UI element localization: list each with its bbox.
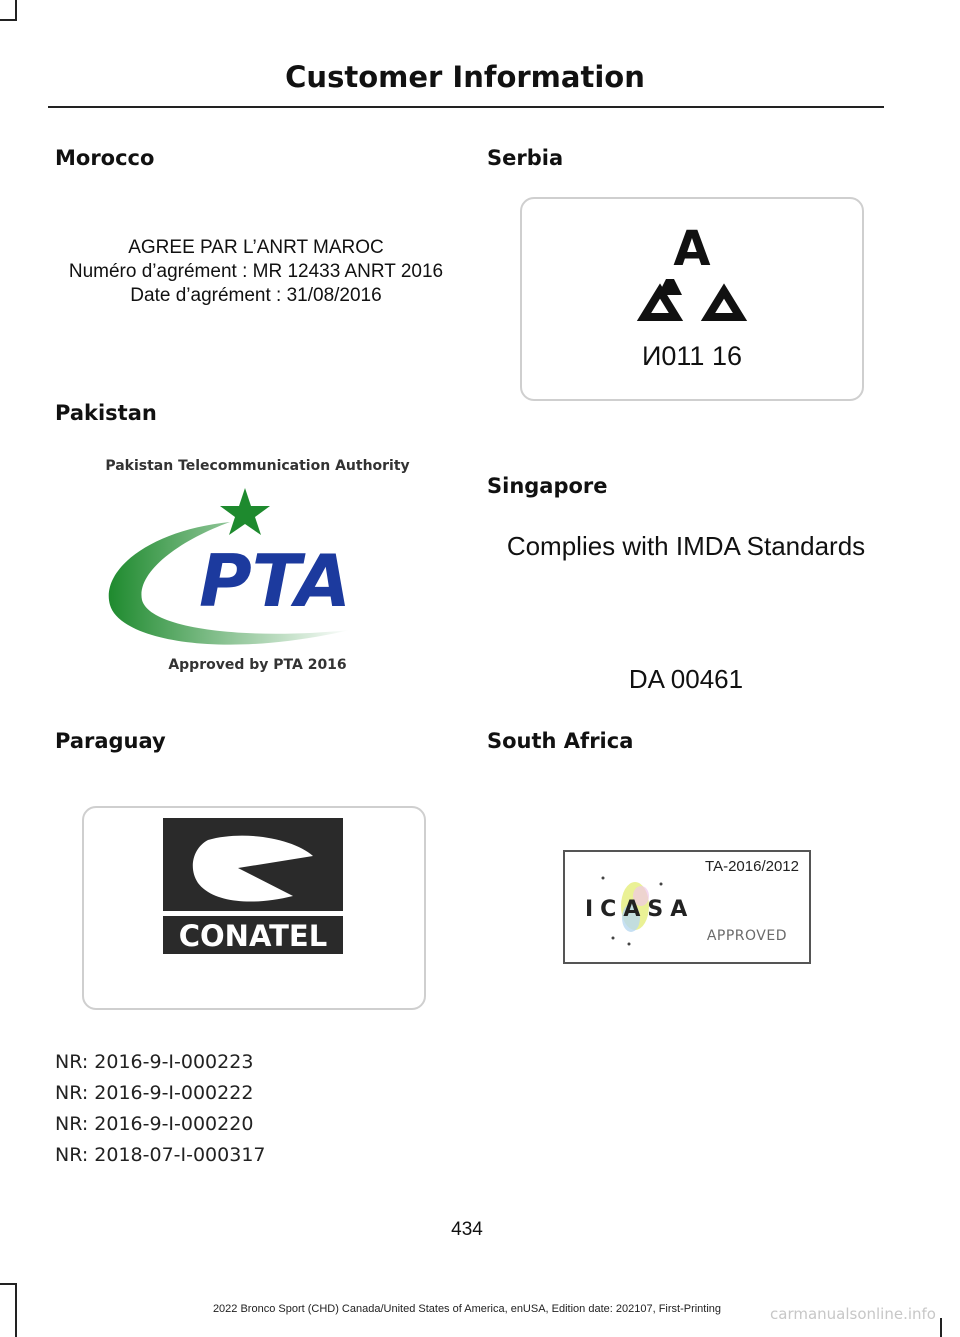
morocco-approval-text [56,236,456,308]
icasa-logo-dot [628,943,631,946]
serbia-logo-letter: A [673,221,711,277]
serbia-approval-badge [520,197,864,401]
icasa-logo [573,866,703,956]
conatel-logo [163,818,343,958]
morocco-line: Date d’agrément : 31/08/2016 [130,285,382,306]
icasa-logo-dot [602,877,605,880]
crop-mark [940,1318,942,1337]
conatel-logo-text: CONATEL [178,919,328,953]
section-heading-singapore: Singapore [487,474,608,498]
singapore-registration-number: DA 00461 [628,664,744,694]
crop-mark [0,1283,17,1285]
morocco-line: AGREE PAR L’ANRT MAROC [128,237,384,258]
icasa-approval-number: TA-2016/2012 [705,858,799,875]
section-heading-pakistan: Pakistan [55,401,157,425]
icasa-logo-dot [660,883,663,886]
serbia-logo-right-triangle [708,291,740,317]
watermark: carmanualsonline.info [770,1305,936,1323]
pta-approval-logo [80,448,435,690]
list-item: NR: 2016-9-I-000220 [55,1113,254,1135]
pta-letters: PTA [198,539,352,623]
list-item: NR: 2016-9-I-000223 [55,1051,254,1073]
edition-footer: 2022 Bronco Sport (CHD) Canada/United States of America, enUSA, Edition date: 202107, First-Printing [212,1303,722,1315]
list-item: NR: 2016-9-I-000222 [55,1082,254,1104]
serbia-approval-code: И011 16 [642,341,742,371]
pta-authority-name: Pakistan Telecommunication Authority [105,458,410,474]
icasa-logo-dot [612,937,615,940]
morocco-line: Numéro d’agrément : MR 12433 ANRT 2016 [68,261,444,282]
icasa-approval-badge [563,850,811,964]
icasa-approved-label: APPROVED [706,928,787,944]
paraguay-registration-list [55,1050,266,1174]
conatel-approval-badge [82,806,426,1010]
pta-emblem [80,480,435,660]
pta-approval-text: Approved by PTA 2016 [168,657,347,673]
page-title: Customer Information [285,60,645,94]
header-divider [48,106,884,108]
icasa-logo-text: ICASA [585,897,695,922]
list-item: NR: 2018-07-I-000317 [55,1144,266,1166]
page-number: 434 [451,1219,483,1240]
section-heading-morocco: Morocco [55,146,155,170]
star-icon [220,488,270,535]
section-heading-south-africa: South Africa [487,729,634,753]
serbia-triangle-logo [632,217,752,327]
singapore-compliance-text: Complies with IMDA Standards [506,531,866,561]
section-heading-paraguay: Paraguay [55,729,166,753]
crop-mark [0,19,17,21]
crop-mark [15,0,17,20]
section-heading-serbia: Serbia [487,146,564,170]
